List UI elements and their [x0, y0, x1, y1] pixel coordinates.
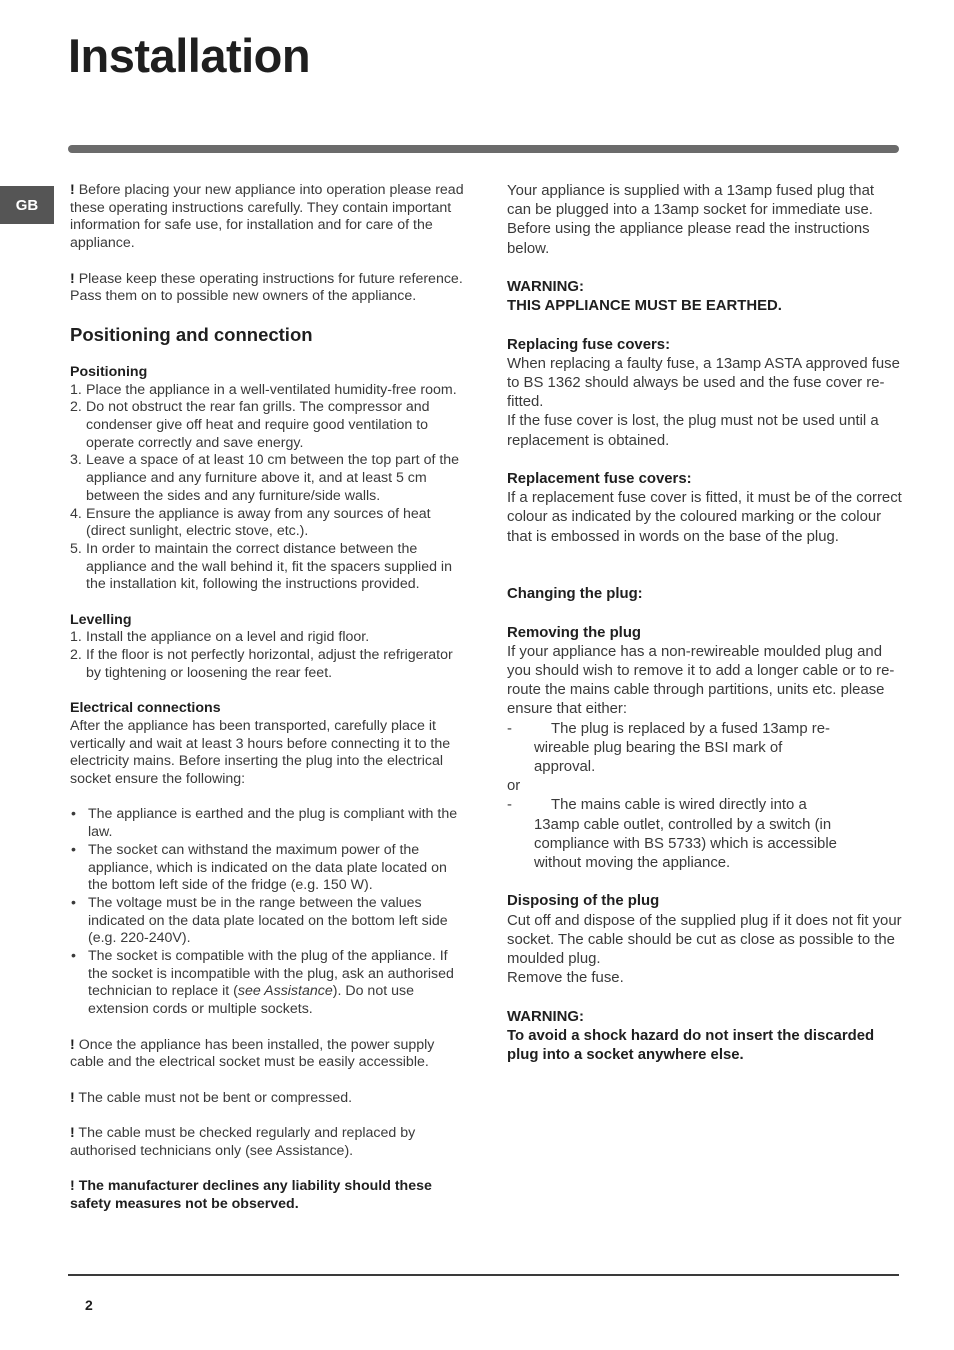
exclamation-icon: ! — [70, 182, 75, 198]
warning-2-text: To avoid a shock hazard do not insert the discarded plug into a socket anywhere else. — [507, 1027, 875, 1064]
disposing-plug-text: Cut off and dispose of the supplied plug if it does not fit your socket. The cable should be cut as close as possible to the moulded plug. — [507, 912, 902, 968]
levelling-list — [70, 629, 466, 682]
positioning-list — [70, 382, 466, 594]
removing-plug-heading: Removing the plug — [507, 624, 642, 641]
warning-label: WARNING: — [507, 279, 584, 295]
electrical-heading: Electrical connections — [70, 700, 221, 717]
list-item: 2. Do not obstruct the rear fan grills. The compressor and condenser give off heat and require good ventilation to operate correctly and save energy. — [70, 399, 430, 451]
levelling-heading: Levelling — [70, 611, 132, 628]
list-item: 1. Place the appliance in a well-ventilated humidity-free room. — [70, 381, 457, 398]
section-title: Positioning and connection — [70, 323, 313, 345]
page-title: Installation — [68, 29, 311, 82]
intro-note-1: ! Before placing your new appliance into operation please read these operating instructions carefully. They contain important information for safe use, for installation and for care of the appliance. — [70, 182, 464, 252]
right-column — [507, 182, 902, 1065]
replacement-fuse-text: If a replacement fuse cover is fitted, it must be of the correct colour as indicated by the coloured marking or the colour that is embossed in words on the base of the plug. — [507, 490, 902, 545]
list-item: 1. Install the appliance on a level and rigid floor. — [70, 629, 370, 646]
exclamation-icon: ! — [70, 1089, 75, 1106]
option-item: - The plug is replaced by a fused 13amp re-wireable plug bearing the BSI mark of approval. — [507, 720, 830, 775]
list-item: • The appliance is earthed and the plug is compliant with the law. — [71, 806, 458, 841]
page-number: 2 — [85, 1297, 93, 1313]
option-item: - The mains cable is wired directly into a 13amp cable outlet, controlled by a switch (in compliance with BS 5733) which is accessible without moving the appliance. — [507, 797, 837, 872]
exclamation-icon: ! — [70, 1178, 75, 1195]
liability-note: ! The manufacturer declines any liability should these safety measures not be observed. — [70, 1178, 432, 1212]
disposing-plug-text-2: Remove the fuse. — [507, 970, 624, 987]
replacing-fuse-text: When replacing a faulty fuse, a 13amp ASTA approved fuse to BS 1362 should always be used and the fuse cover re-fitted. — [507, 355, 900, 411]
positioning-heading: Positioning — [70, 363, 148, 380]
header-divider — [68, 145, 899, 153]
exclamation-icon: ! — [70, 270, 75, 287]
left-column — [70, 182, 466, 1214]
disposing-plug-heading: Disposing of the plug — [507, 893, 660, 910]
list-item: 4. Ensure the appliance is away from any sources of heat (direct sunlight, electric stove, etc.). — [70, 505, 431, 540]
electrical-checklist — [70, 806, 466, 1018]
list-item: • The voltage must be in the range between the values indicated on the data plate located on the bottom left side (e.g. 220-240V). — [71, 894, 448, 947]
language-tab: GB — [0, 186, 54, 224]
removing-plug-text: If your appliance has a non-rewireable moulded plug and you should wish to remove it to add a longer cable or to re-route the mains cable through partitions, units etc. please ensure that either: — [507, 643, 895, 718]
changing-plug-heading: Changing the plug: — [507, 586, 643, 603]
list-item: • The socket is compatible with the plug of the appliance. If the socket is incompatible with the plug, ask an authorised technician to replace it (see Assistance). Do not use extension cords or multiple sockets. — [71, 948, 454, 1018]
exclamation-icon: ! — [70, 1125, 75, 1142]
safety-note-2: ! The cable must not be bent or compressed. — [70, 1089, 353, 1106]
footer-divider — [68, 1274, 899, 1276]
replacement-fuse-heading: Replacement fuse covers: — [507, 471, 692, 487]
intro-note-2: ! Please keep these operating instructions for future reference. Pass them on to possible new owners of the appliance. — [70, 270, 463, 305]
or-text: or — [507, 778, 521, 795]
list-item: 5. In order to maintain the correct distance between the appliance and the wall behind it, fit the spacers supplied in the installation kit, following the instructions provided. — [70, 540, 452, 593]
warning-2-label: WARNING: — [507, 1008, 584, 1025]
electrical-intro: After the appliance has been transported, carefully place it vertically and wait at least 3 hours before connecting it to the electricity mains. Before inserting the plug into the electrical socket ensure the following: — [70, 717, 451, 788]
exclamation-icon: ! — [70, 1036, 75, 1053]
plug-intro: Your appliance is supplied with a 13amp fused plug that can be plugged into a 13amp socket for immediate use. Before using the appliance please read the instructions below. — [507, 183, 875, 257]
replacing-fuse-heading: Replacing fuse covers: — [507, 336, 671, 353]
safety-note-1: ! Once the appliance has been installed, the power supply cable and the electrical socket must be easily accessible. — [70, 1036, 435, 1071]
warning-text: THIS APPLIANCE MUST BE EARTHED. — [507, 298, 782, 315]
safety-note-3: ! The cable must be checked regularly and replaced by authorised technicians only (see Assistance). — [70, 1125, 416, 1159]
replacing-fuse-text-2: If the fuse cover is lost, the plug must not be used until a replacement is obtained. — [507, 413, 879, 449]
list-item: • The socket can withstand the maximum power of the appliance, which is indicated on the data plate located on the bottom left side of the fridge (e.g. 150 W). — [71, 841, 447, 894]
list-item: 2. If the floor is not perfectly horizontal, adjust the refrigerator by tightening or loosening the rear feet. — [70, 647, 453, 681]
list-item: 3. Leave a space of at least 10 cm between the top part of the appliance and any furniture above it, and at least 5 cm between the sides and any furniture/side walls. — [70, 452, 460, 504]
